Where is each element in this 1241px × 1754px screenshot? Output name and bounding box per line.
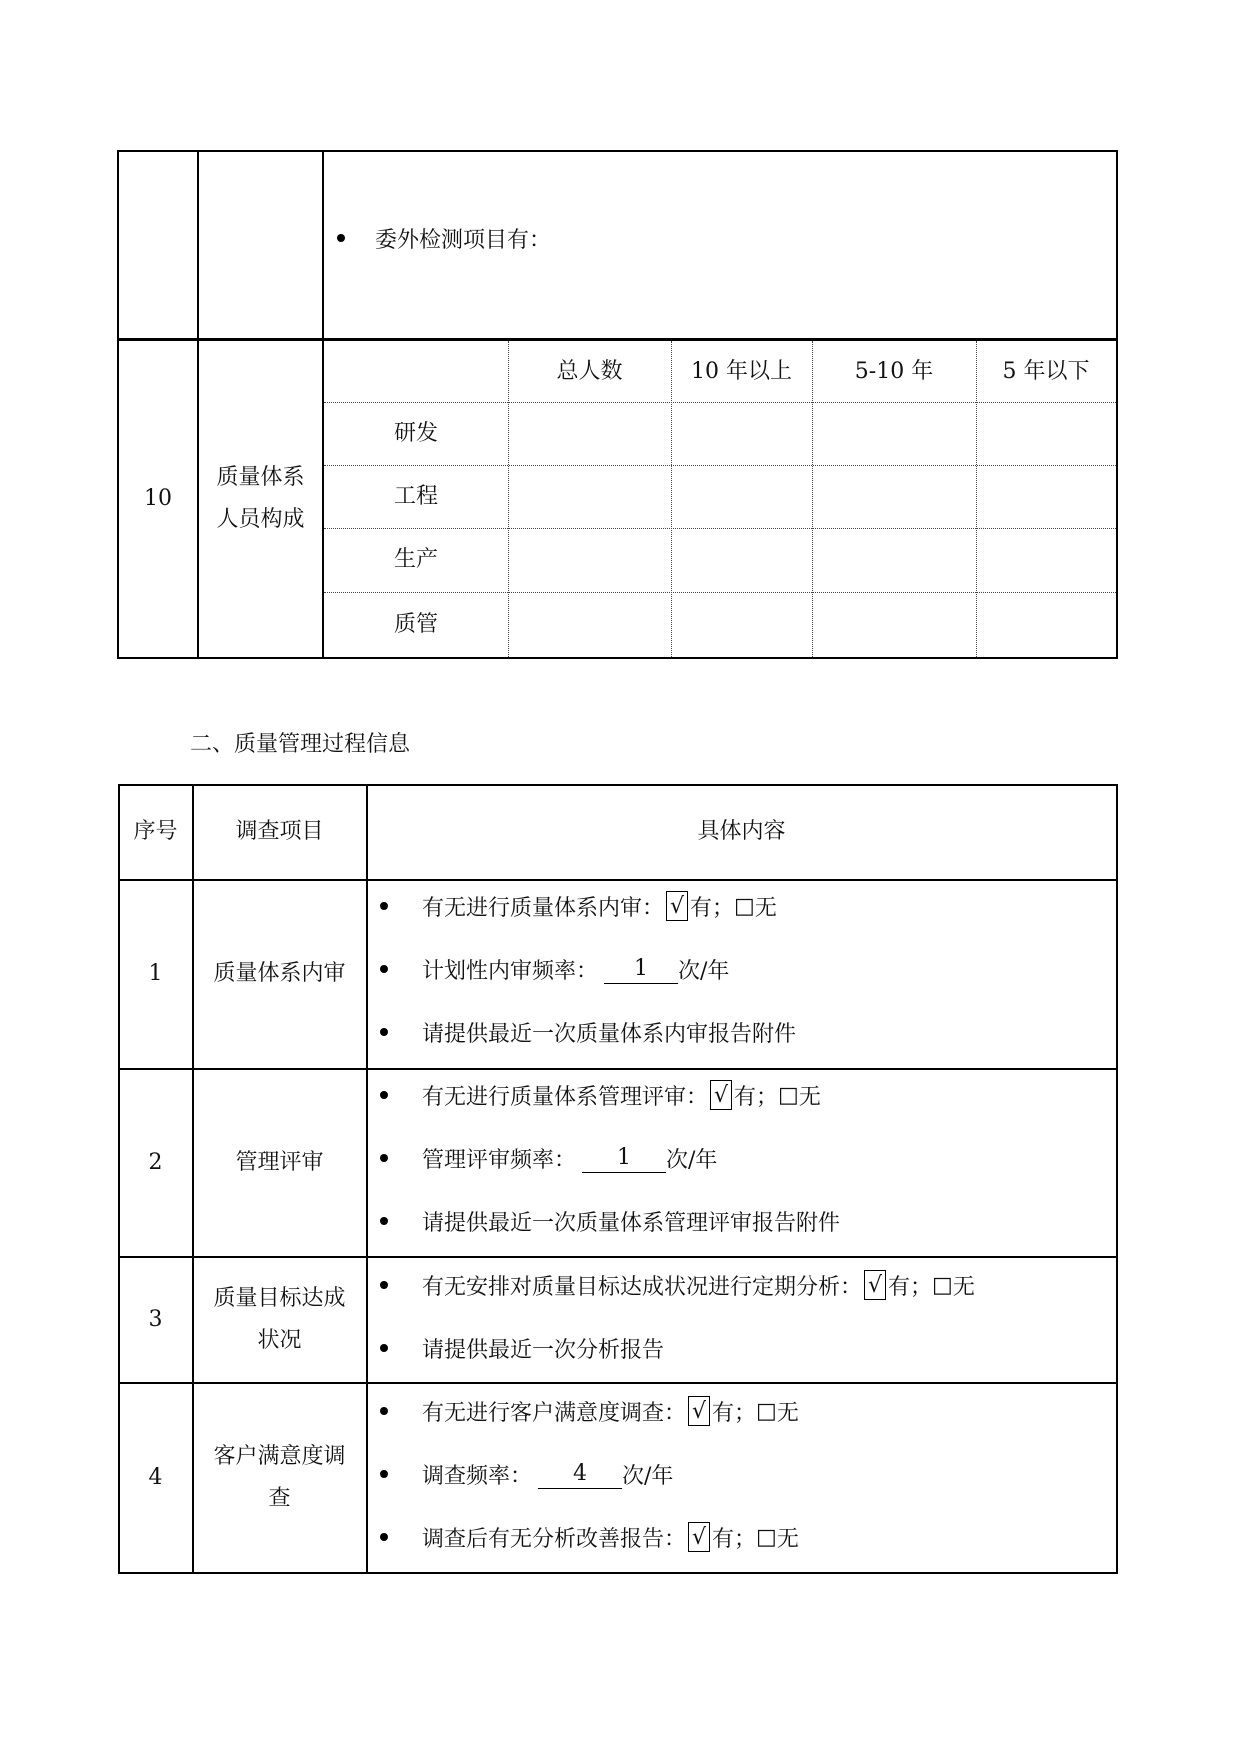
no-label: 无 [952,1274,975,1300]
row2-item: 管理评审 [235,1149,324,1175]
bullet-icon [380,1028,388,1036]
row2-b3-text: 请提供最近一次质量体系管理评审报告附件 [422,1210,841,1236]
outsourced-item [337,218,551,258]
row1-b2-text: 计划性内审频率： [422,958,599,984]
row4-bullet1 [380,1390,799,1432]
bullet-icon [380,1470,388,1478]
row1-b3-text: 请提供最近一次质量体系内审报告附件 [422,1021,797,1047]
row2-bullet3 [380,1200,840,1242]
no-label: 无 [776,1400,799,1426]
dept-production: 生产 [393,547,438,572]
row-item-line2: 人员构成 [216,507,305,532]
row2-b2-text: 管理评审频率： [422,1147,577,1173]
row1-bullet1 [380,885,777,927]
row4-bullet3 [380,1516,799,1558]
yes-label: 有； [888,1274,933,1300]
header-content: 具体内容 [697,819,786,844]
dept-qa: 质管 [393,611,438,637]
no-checkbox[interactable]: □ [778,1082,799,1108]
no-label: 无 [754,895,777,921]
row4-bullet2 [380,1453,673,1495]
bullet-icon [380,1407,388,1415]
row1-no: 1 [148,961,163,986]
frequency-unit: 次/年 [622,1463,674,1489]
row2-b1-text: 有无进行质量体系管理评审： [422,1084,709,1110]
frequency-value[interactable]: 4 [538,1460,622,1489]
no-checkbox[interactable]: □ [756,1524,777,1550]
row3-b1-text: 有无安排对质量目标达成状况进行定期分析： [422,1274,863,1300]
yes-checkbox[interactable]: √ [688,1522,710,1552]
row-item-line1: 质量体系 [216,465,305,490]
yes-label: 有； [734,1084,779,1110]
section-title: 二、质量管理过程信息 [190,732,411,757]
no-checkbox[interactable]: □ [756,1398,777,1424]
row3-b2-text: 请提供最近一次分析报告 [422,1337,665,1363]
row4-item-line2: 查 [268,1485,291,1511]
no-label: 无 [798,1084,821,1110]
yes-label: 有； [712,1526,757,1552]
row2-bullet1 [380,1074,821,1116]
row1-bullet3 [380,1011,796,1053]
row4-item [193,1383,366,1572]
bullet-icon [380,1344,388,1352]
row-number: 10 [144,486,172,511]
no-label: 无 [776,1526,799,1552]
outsourced-label: 委外检测项目有： [375,227,552,253]
no-checkbox[interactable]: □ [932,1272,953,1298]
row4-b1-text: 有无进行客户满意度调查： [422,1400,687,1426]
dept-engineering: 工程 [393,483,438,509]
row4-item-line1: 客户满意度调 [213,1443,346,1469]
row3-no: 3 [148,1306,163,1332]
row-item [199,341,322,657]
row4-b2-text: 调查频率： [422,1463,533,1489]
bullet-icon [380,1533,388,1541]
row2-no: 2 [148,1149,163,1175]
row3-bullet1 [380,1264,975,1306]
bullet-icon [380,1091,388,1099]
header-no: 序号 [133,819,178,844]
row1-item: 质量体系内审 [213,961,346,986]
header-item: 调查项目 [235,819,324,844]
row1-bullet2 [380,948,729,990]
bullet-icon [337,234,345,242]
header-over-10: 10 年以上 [691,358,792,384]
frequency-unit: 次/年 [666,1147,718,1173]
row3-item [193,1257,366,1382]
bullet-icon [380,965,388,973]
header-total: 总人数 [556,358,623,384]
yes-checkbox[interactable]: √ [864,1270,886,1300]
bullet-icon [380,1154,388,1162]
dept-rd: 研发 [393,420,438,446]
row3-item-line1: 质量目标达成 [213,1285,346,1311]
yes-label: 有； [690,895,735,921]
frequency-value[interactable]: 1 [604,955,678,984]
frequency-value[interactable]: 1 [582,1144,666,1173]
row4-no: 4 [148,1464,163,1490]
header-5-10: 5-10 年 [854,358,934,384]
bullet-icon [380,902,388,910]
yes-checkbox[interactable]: √ [688,1396,710,1426]
yes-checkbox[interactable]: √ [666,891,688,921]
no-checkbox[interactable]: □ [734,893,755,919]
bullet-icon [380,1281,388,1289]
header-under-5: 5 年以下 [1002,358,1090,384]
bullet-icon [380,1217,388,1225]
row4-b3-text: 调查后有无分析改善报告： [422,1526,687,1552]
row3-bullet2 [380,1327,664,1369]
yes-label: 有； [712,1400,757,1426]
yes-checkbox[interactable]: √ [710,1080,732,1110]
row1-b1-text: 有无进行质量体系内审： [422,895,665,921]
row3-item-line2: 状况 [257,1327,302,1353]
row2-bullet2 [380,1137,717,1179]
frequency-unit: 次/年 [678,958,730,984]
